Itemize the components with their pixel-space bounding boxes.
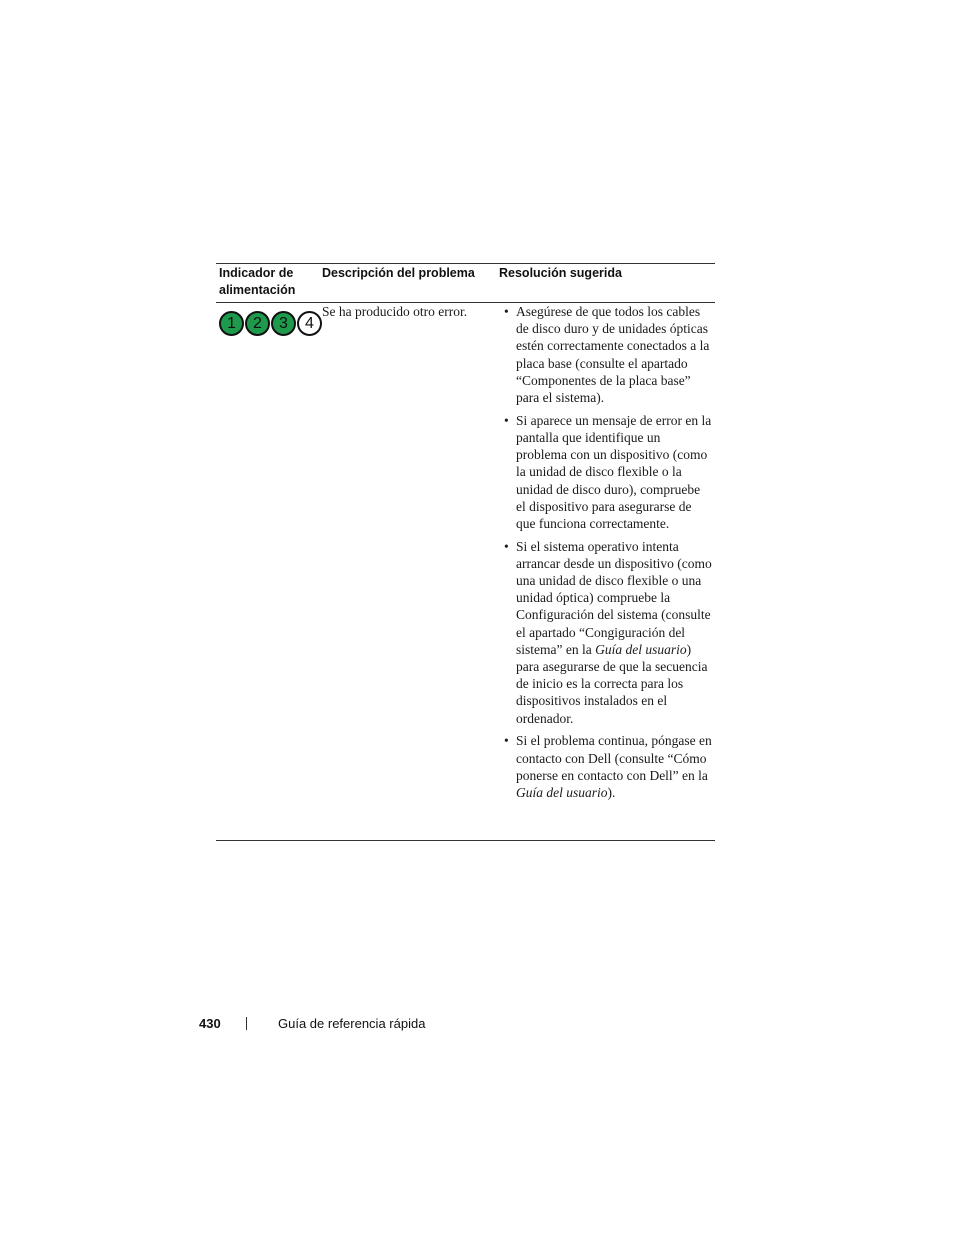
solution-text-start: Si el sistema operativo intenta arrancar desde un dispositivo (como una unidad de disco flexible o una unidad óptica) compruebe la Configuración del sistema (consulte el apartado “Congiguración del sistema” en la [516,538,712,657]
bullet-icon: • [504,538,509,554]
solution-text: Asegúrese de que todos los cables de disco duro y de unidades ópticas estén correctamente conectados a la placa base (consulte el apartado “Componentes de la placa base” para el sistema). [516,304,710,406]
solution-text-end: ). [607,784,616,800]
header-description: Descripción del problema [322,266,475,280]
led-1-icon: 1 [219,311,244,336]
solution-text-start: Si el problema continua, póngase en contacto con Dell (consulte “Cómo ponerse en contacto con Dell” en la [516,733,712,783]
power-indicator-leds [219,311,322,336]
solution-item [502,412,712,532]
footer-separator [246,1017,247,1030]
solution-item [502,538,712,727]
table-bottom-rule [216,840,715,841]
footer-title: Guía de referencia rápida [278,1016,426,1031]
header-resolution: Resolución sugerida [499,266,622,280]
bullet-icon: • [504,733,509,749]
header-indicator: Indicador de alimentación [219,266,296,297]
problem-description: Se ha producido otro error. [322,304,468,319]
page-number: 430 [199,1016,221,1031]
table-top-rule [216,263,715,264]
led-3-icon: 3 [271,311,296,336]
solution-text-end: ) para asegurarse de que la secuencia de inicio es la correcta para los dispositivos instalados en el ordenador. [516,641,708,726]
user-guide-reference: Guía del usuario [595,641,687,657]
bullet-icon: • [504,304,509,319]
bullet-icon: • [504,412,509,428]
solution-text: Si aparece un mensaje de error en la pantalla que identifique un problema con un dispositivo (como la unidad de disco flexible o la unidad de disco duro), compruebe el dispositivo para asegurarse de que funciona correctamente. [516,412,712,531]
solution-item [502,732,712,801]
solution-item [502,303,712,406]
user-guide-reference: Guía del usuario [516,784,608,800]
solutions-list [502,303,712,807]
led-2-icon: 2 [245,311,270,336]
led-4-icon: 4 [297,311,322,336]
